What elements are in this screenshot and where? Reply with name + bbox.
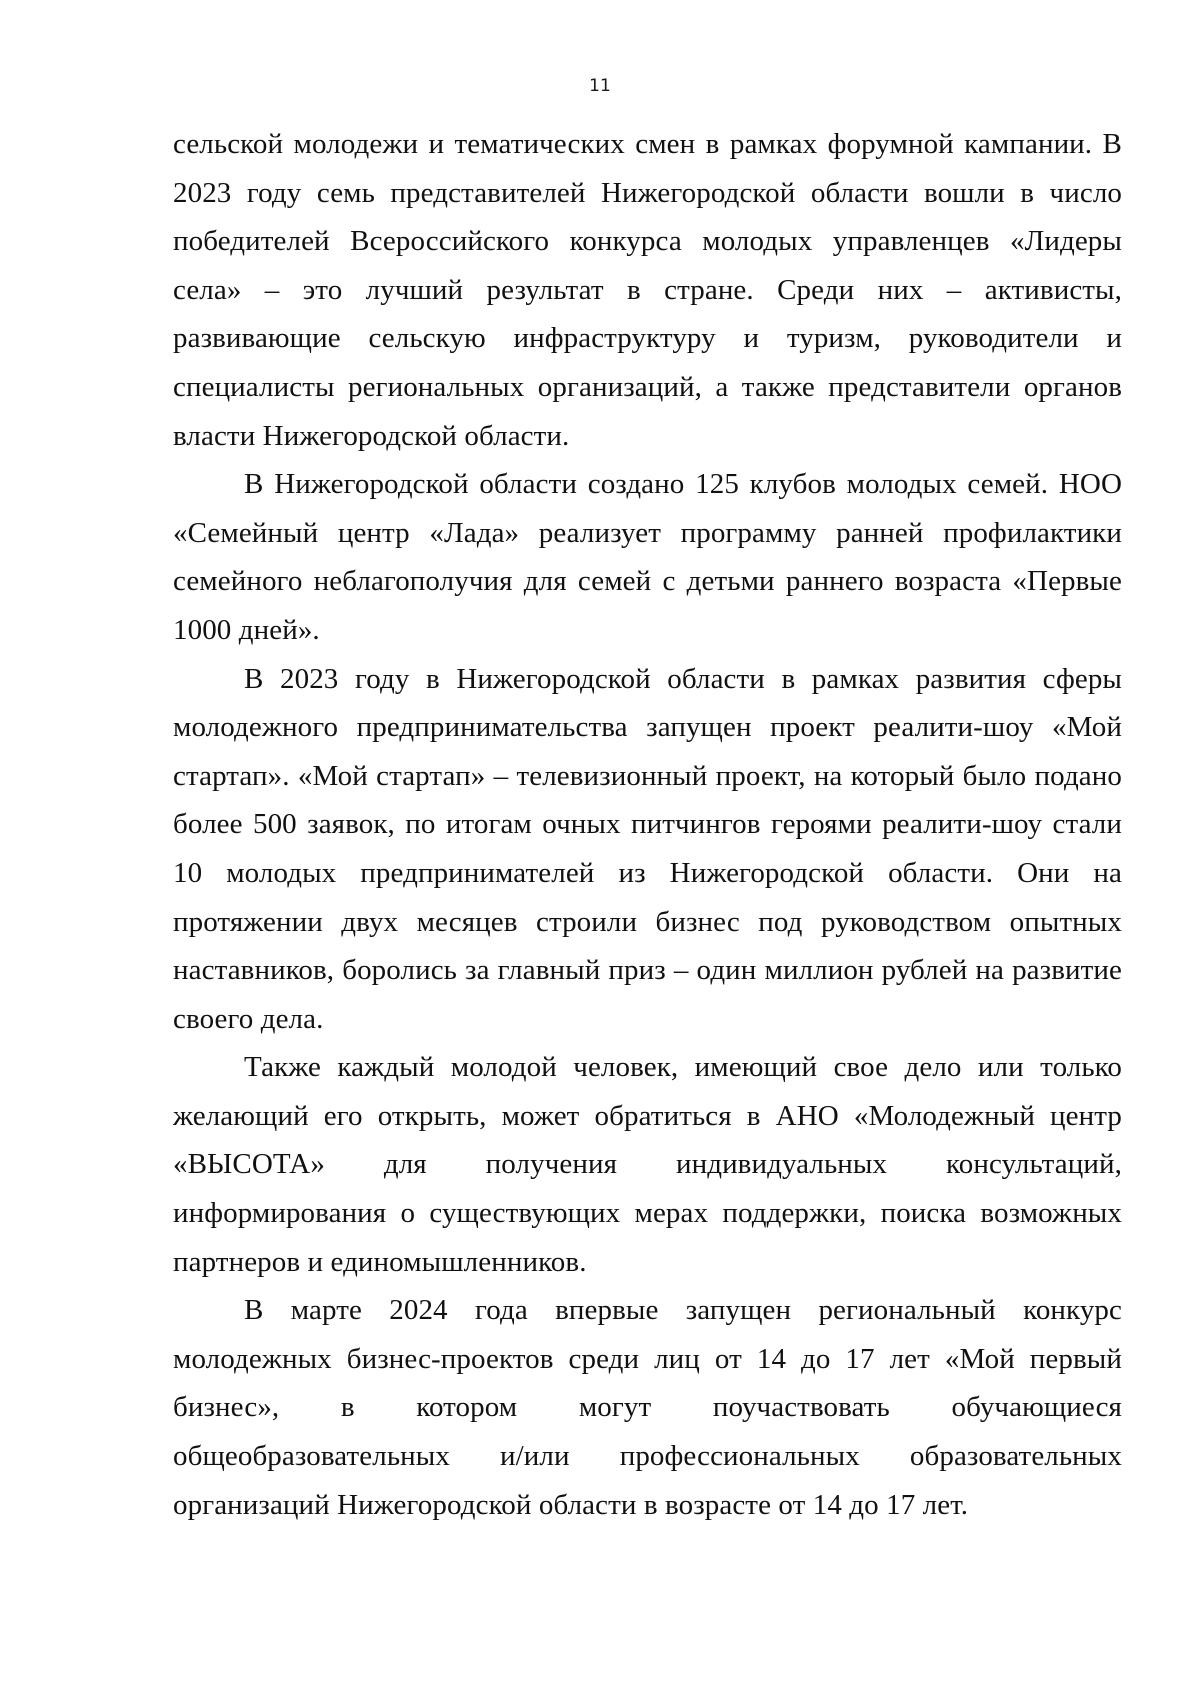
paragraph-5: В марте 2024 года впервые запущен региональный конкурс молодежных бизнес-проектов среди лиц от 14 до 17 лет «Мой первый бизнес», в котором могут поучаствовать обучающиеся общеобразовательных и/или профессиональных образовательных организаций Нижегородской области в возрасте от 14 до 17 лет. (173, 1294, 1122, 1521)
paragraph-4: Также каждый молодой человек, имеющий свое дело или только желающий его открыть, может обратиться в АНО «Молодежный центр «ВЫСОТА» для получения индивидуальных консультаций, информирования о существующих мерах поддержки, поиска возможных партнеров и единомышленников. (173, 1051, 1122, 1278)
document-body (173, 120, 1122, 1529)
paragraph-3: В 2023 году в Нижегородской области в рамках развития сферы молодежного предпринимательства запущен проект реалити-шоу «Мой стартап». «Мой стартап» – телевизионный проект, на который было подано более 500 заявок, по итогам очных питчингов героями реалити-шоу стали 10 молодых предпринимателей из Нижегородской области. Они на протяжении двух месяцев строили бизнес под руководством опытных наставников, боролись за главный приз – один миллион рублей на развитие своего дела. (173, 662, 1122, 1035)
paragraph-1: сельской молодежи и тематических смен в рамках форумной кампании. В 2023 году семь представителей Нижегородской области вошли в число победителей Всероссийского конкурса молодых управленцев «Лидеры села» – это лучший результат в стране. Среди них – активисты, развивающие сельскую инфраструктуру и туризм, руководители и специалисты региональных организаций, а также представители органов власти Нижегородской области. (173, 128, 1122, 452)
paragraph-2: В Нижегородской области создано 125 клубов молодых семей. НОО «Семейный центр «Лада» реализует программу ранней профилактики семейного неблагополучия для семей с детьми раннего возраста «Первые 1000 дней». (173, 468, 1122, 646)
page-number: 11 (589, 76, 611, 96)
